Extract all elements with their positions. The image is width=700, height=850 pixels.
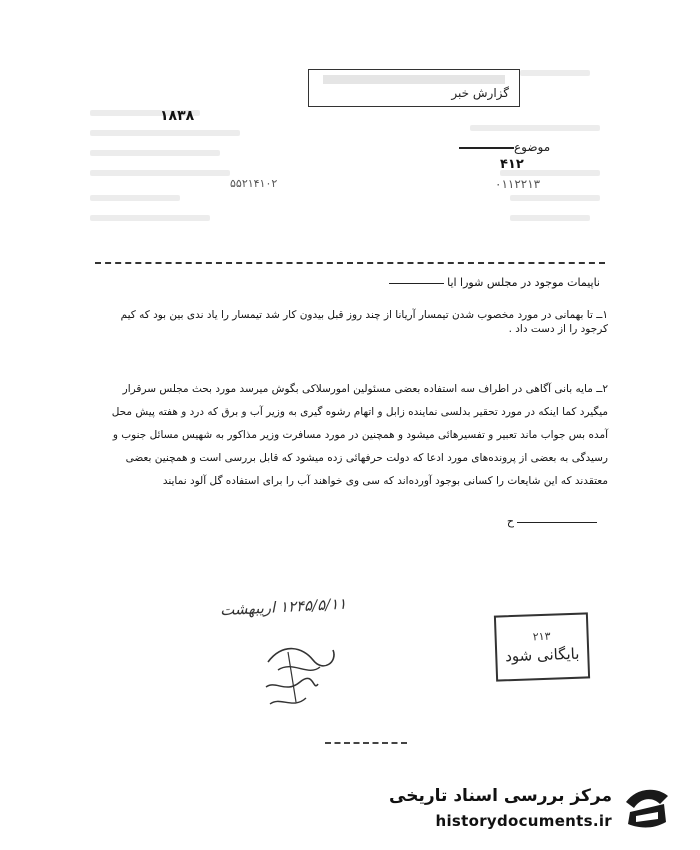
subject-label: [455, 140, 550, 154]
document-header: [90, 55, 630, 255]
handwritten-date: ۱۲۴۵/۵/۱۱ اریبهشت: [219, 594, 347, 620]
paragraph-1: ۱ــ تا بهمانی در مورد مخصوب شدن تیمسار آریانا از چند روز قبل بیدون کار شد تیمسار را یاد ندی بین بود که کیم کرجود را از دست داد .: [120, 309, 608, 335]
faint-line: [510, 215, 590, 221]
faint-line: [90, 170, 230, 176]
dash-line: [459, 147, 514, 149]
faint-number-text: ۵۵۲۱۴۱۰۲: [230, 177, 278, 190]
watermark-url: historydocuments.ir: [435, 812, 612, 830]
faint-line: [90, 195, 180, 201]
watermark-title: مرکز بررسی اسناد تاریخی: [389, 786, 612, 806]
footer-dash-line: [325, 742, 407, 744]
addressee-line: [389, 276, 600, 289]
dash-line: [517, 522, 597, 523]
stamp-text: بایگانی شود: [504, 644, 580, 666]
separator-line: [95, 262, 605, 264]
dash-line: [389, 283, 444, 284]
stamp-number: ۲۱۳: [532, 629, 551, 644]
faint-line: [90, 150, 220, 156]
faint-line: [90, 215, 210, 221]
subject-label-text: موضوع: [514, 140, 551, 154]
report-title: گزارش خبر: [451, 86, 509, 100]
report-title-box: [308, 69, 520, 107]
archive-stamp: [494, 612, 590, 681]
faint-line: [90, 130, 240, 136]
subject-number: ۴۱۲: [500, 157, 524, 172]
addressee-text: ناپیمات موجود در مجلس شورا ایا: [447, 276, 600, 289]
watermark: [382, 780, 682, 838]
faint-number-text: ۰۱۱۲۲۱۳: [495, 177, 541, 191]
faint-line: [520, 70, 590, 76]
faint-line: [470, 125, 600, 131]
handwritten-signature: [258, 632, 348, 722]
paragraph-2: ۲ــ مایه بانی آگاهی در اطراف سه استفاده بعضی مسئولین امورسلاکی بگوش میرسد مورد بحث مجلس سرقرار میگیرد کما اینکه در مورد تحقیر بدلسی نماینده زابل و اتهام رشوه گیری به وزیر آب و برق که درد و هفته پیش محل آمده بس جواب ماند تعبیر و تفسیرهائی میشود و همچنین در مورد مسافرت وزیر مذاکور به شهیس مسائل جنوب و رسیدگی به بعضی از پرونده‌های مورد ادعا که دولت حرفهائی زده میشود که قابل بررسی است و همچنین بعضی معتقدند که این شایعات را کسانی بوجود آورده‌اند که سی وی خواهند آب را برای استفاده گل آلود نمایند: [111, 383, 608, 487]
closing-text: ح: [506, 515, 514, 528]
document-number: ۱۸۳۸: [160, 108, 195, 124]
closing-line: [507, 515, 600, 528]
archive-logo-icon: [620, 782, 674, 836]
faint-line: [323, 75, 505, 84]
faint-line: [510, 195, 600, 201]
